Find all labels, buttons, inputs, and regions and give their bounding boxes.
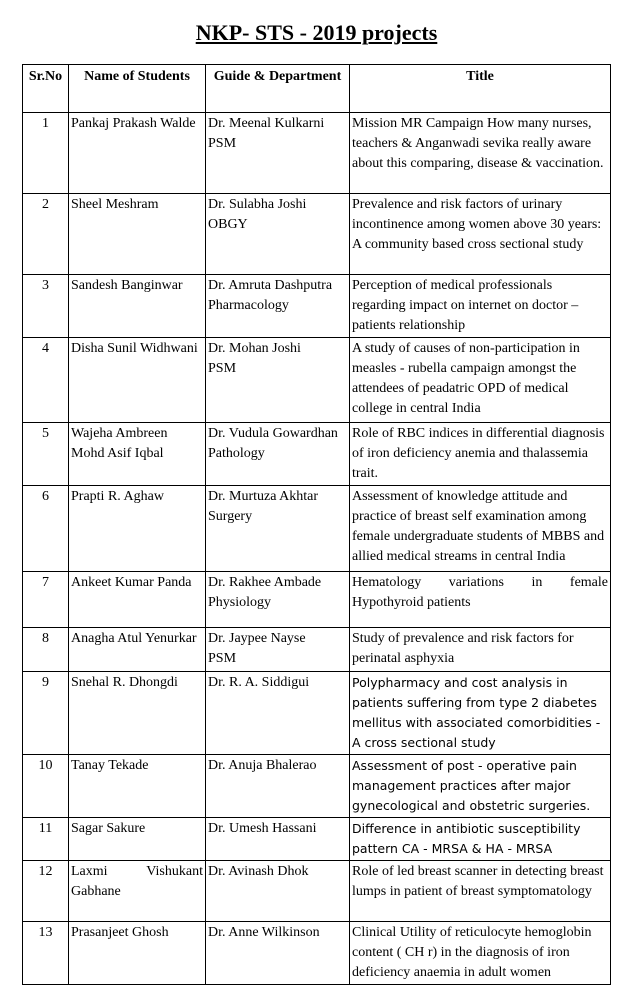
guide-cell [206, 572, 350, 628]
student-name-cell: Sagar Sakure [69, 818, 206, 861]
department-name: PSM [208, 361, 237, 376]
project-title-cell: Polypharmacy and cost analysis in patients suffering from type 2 diabetes mellitus with associated comorbidities - A cross sectional study [350, 672, 611, 755]
sr-no-cell: 10 [23, 755, 69, 818]
student-name-cell: Prapti R. Aghaw [69, 486, 206, 572]
header-guide: Guide & Department [206, 65, 350, 113]
student-name-cell: Tanay Tekade [69, 755, 206, 818]
department-name: Pharmacology [208, 298, 289, 313]
sr-no-cell: 4 [23, 338, 69, 423]
header-students: Name of Students [69, 65, 206, 113]
project-title-cell: Perception of medical professionals regarding impact on internet on doctor – patients relationship [350, 275, 611, 338]
department-name: Surgery [208, 509, 253, 524]
guide-cell [206, 113, 350, 194]
student-name-cell: Sheel Meshram [69, 194, 206, 275]
header-title: Title [350, 65, 611, 113]
project-title-cell: Role of led breast scanner in detecting breast lumps in patient of breast symptomatology [350, 861, 611, 922]
department-name: OBGY [208, 217, 248, 232]
guide-name: Dr. R. A. Siddigui [208, 675, 310, 690]
guide-cell [206, 194, 350, 275]
projects-table [22, 64, 611, 985]
guide-name: Dr. Vudula Gowardhan [208, 426, 338, 441]
table-row [23, 275, 611, 338]
page-title: NKP- STS - 2019 projects [195, 20, 438, 45]
project-title-cell: Difference in antibiotic susceptibility pattern CA - MRSA & HA - MRSA [350, 818, 611, 861]
project-title-cell: A study of causes of non-participation in measles - rubella campaign amongst the attendees of peadatric OPD of medical college in central India [350, 338, 611, 423]
department-name: Physiology [208, 595, 272, 610]
sr-no-cell: 9 [23, 672, 69, 755]
project-title-cell: Mission MR Campaign How many nurses, teachers & Anganwadi sevika really aware about this comparing, disease & vaccination. [350, 113, 611, 194]
project-title-cell: Study of prevalence and risk factors for perinatal asphyxia [350, 628, 611, 672]
table-row [23, 572, 611, 628]
project-title-cell: Hematology variations in female Hypothyroid patients [350, 572, 611, 628]
sr-no-cell: 11 [23, 818, 69, 861]
project-title-cell: Assessment of knowledge attitude and practice of breast self examination among female undergraduate students of MBBS and allied medical streams in central India [350, 486, 611, 572]
project-title-cell: Clinical Utility of reticulocyte hemoglobin content ( CH r) in the diagnosis of iron deficiency anaemia in adult women [350, 922, 611, 985]
guide-cell [206, 672, 350, 755]
table-row [23, 113, 611, 194]
guide-cell [206, 922, 350, 985]
table-row [23, 922, 611, 985]
student-name-cell: Disha Sunil Widhwani [69, 338, 206, 423]
student-name-cell: Pankaj Prakash Walde [69, 113, 206, 194]
guide-cell [206, 755, 350, 818]
guide-cell [206, 818, 350, 861]
sr-no-cell: 12 [23, 861, 69, 922]
guide-cell [206, 275, 350, 338]
guide-name: Dr. Anne Wilkinson [208, 925, 320, 940]
table-row [23, 672, 611, 755]
guide-name: Dr. Mohan Joshi [208, 341, 301, 356]
sr-no-cell: 5 [23, 423, 69, 486]
student-name-cell: Prasanjeet Ghosh [69, 922, 206, 985]
header-srno: Sr.No [23, 65, 69, 113]
guide-name: Dr. Amruta Dashputra [208, 278, 333, 293]
department-name: PSM [208, 651, 237, 666]
sr-no-cell: 7 [23, 572, 69, 628]
student-name-cell: Snehal R. Dhongdi [69, 672, 206, 755]
table-row [23, 861, 611, 922]
guide-cell [206, 628, 350, 672]
table-row [23, 194, 611, 275]
project-title-cell: Prevalence and risk factors of urinary incontinence among women above 30 years: A community based cross sectional study [350, 194, 611, 275]
project-title-cell: Role of RBC indices in differential diagnosis of iron deficiency anemia and thalassemia trait. [350, 423, 611, 486]
guide-name: Dr. Anuja Bhalerao [208, 758, 317, 773]
guide-name: Dr. Umesh Hassani [208, 821, 317, 836]
student-name-cell: Laxmi Vishukant Gabhane [69, 861, 206, 922]
sr-no-cell: 13 [23, 922, 69, 985]
student-name-cell: Sandesh Banginwar [69, 275, 206, 338]
guide-cell [206, 486, 350, 572]
table-row [23, 628, 611, 672]
guide-name: Dr. Meenal Kulkarni [208, 116, 325, 131]
student-name-cell: Wajeha Ambreen Mohd Asif Iqbal [69, 423, 206, 486]
sr-no-cell: 1 [23, 113, 69, 194]
table-row [23, 818, 611, 861]
project-title-cell: Assessment of post - operative pain management practices after major gynecological and obstetric surgeries. [350, 755, 611, 818]
student-name-cell: Anagha Atul Yenurkar [69, 628, 206, 672]
table-row [23, 338, 611, 423]
sr-no-cell: 2 [23, 194, 69, 275]
header-row [23, 65, 611, 113]
guide-name: Dr. Sulabha Joshi [208, 197, 307, 212]
department-name: PSM [208, 136, 237, 151]
guide-name: Dr. Jaypee Nayse [208, 631, 306, 646]
guide-name: Dr. Avinash Dhok [208, 864, 309, 879]
table-row [23, 423, 611, 486]
sr-no-cell: 3 [23, 275, 69, 338]
sr-no-cell: 8 [23, 628, 69, 672]
table-row [23, 755, 611, 818]
guide-name: Dr. Murtuza Akhtar [208, 489, 319, 504]
table-row [23, 486, 611, 572]
department-name: Pathology [208, 446, 265, 461]
student-name-cell: Ankeet Kumar Panda [69, 572, 206, 628]
guide-cell [206, 861, 350, 922]
guide-cell [206, 423, 350, 486]
sr-no-cell: 6 [23, 486, 69, 572]
guide-cell [206, 338, 350, 423]
guide-name: Dr. Rakhee Ambade [208, 575, 322, 590]
